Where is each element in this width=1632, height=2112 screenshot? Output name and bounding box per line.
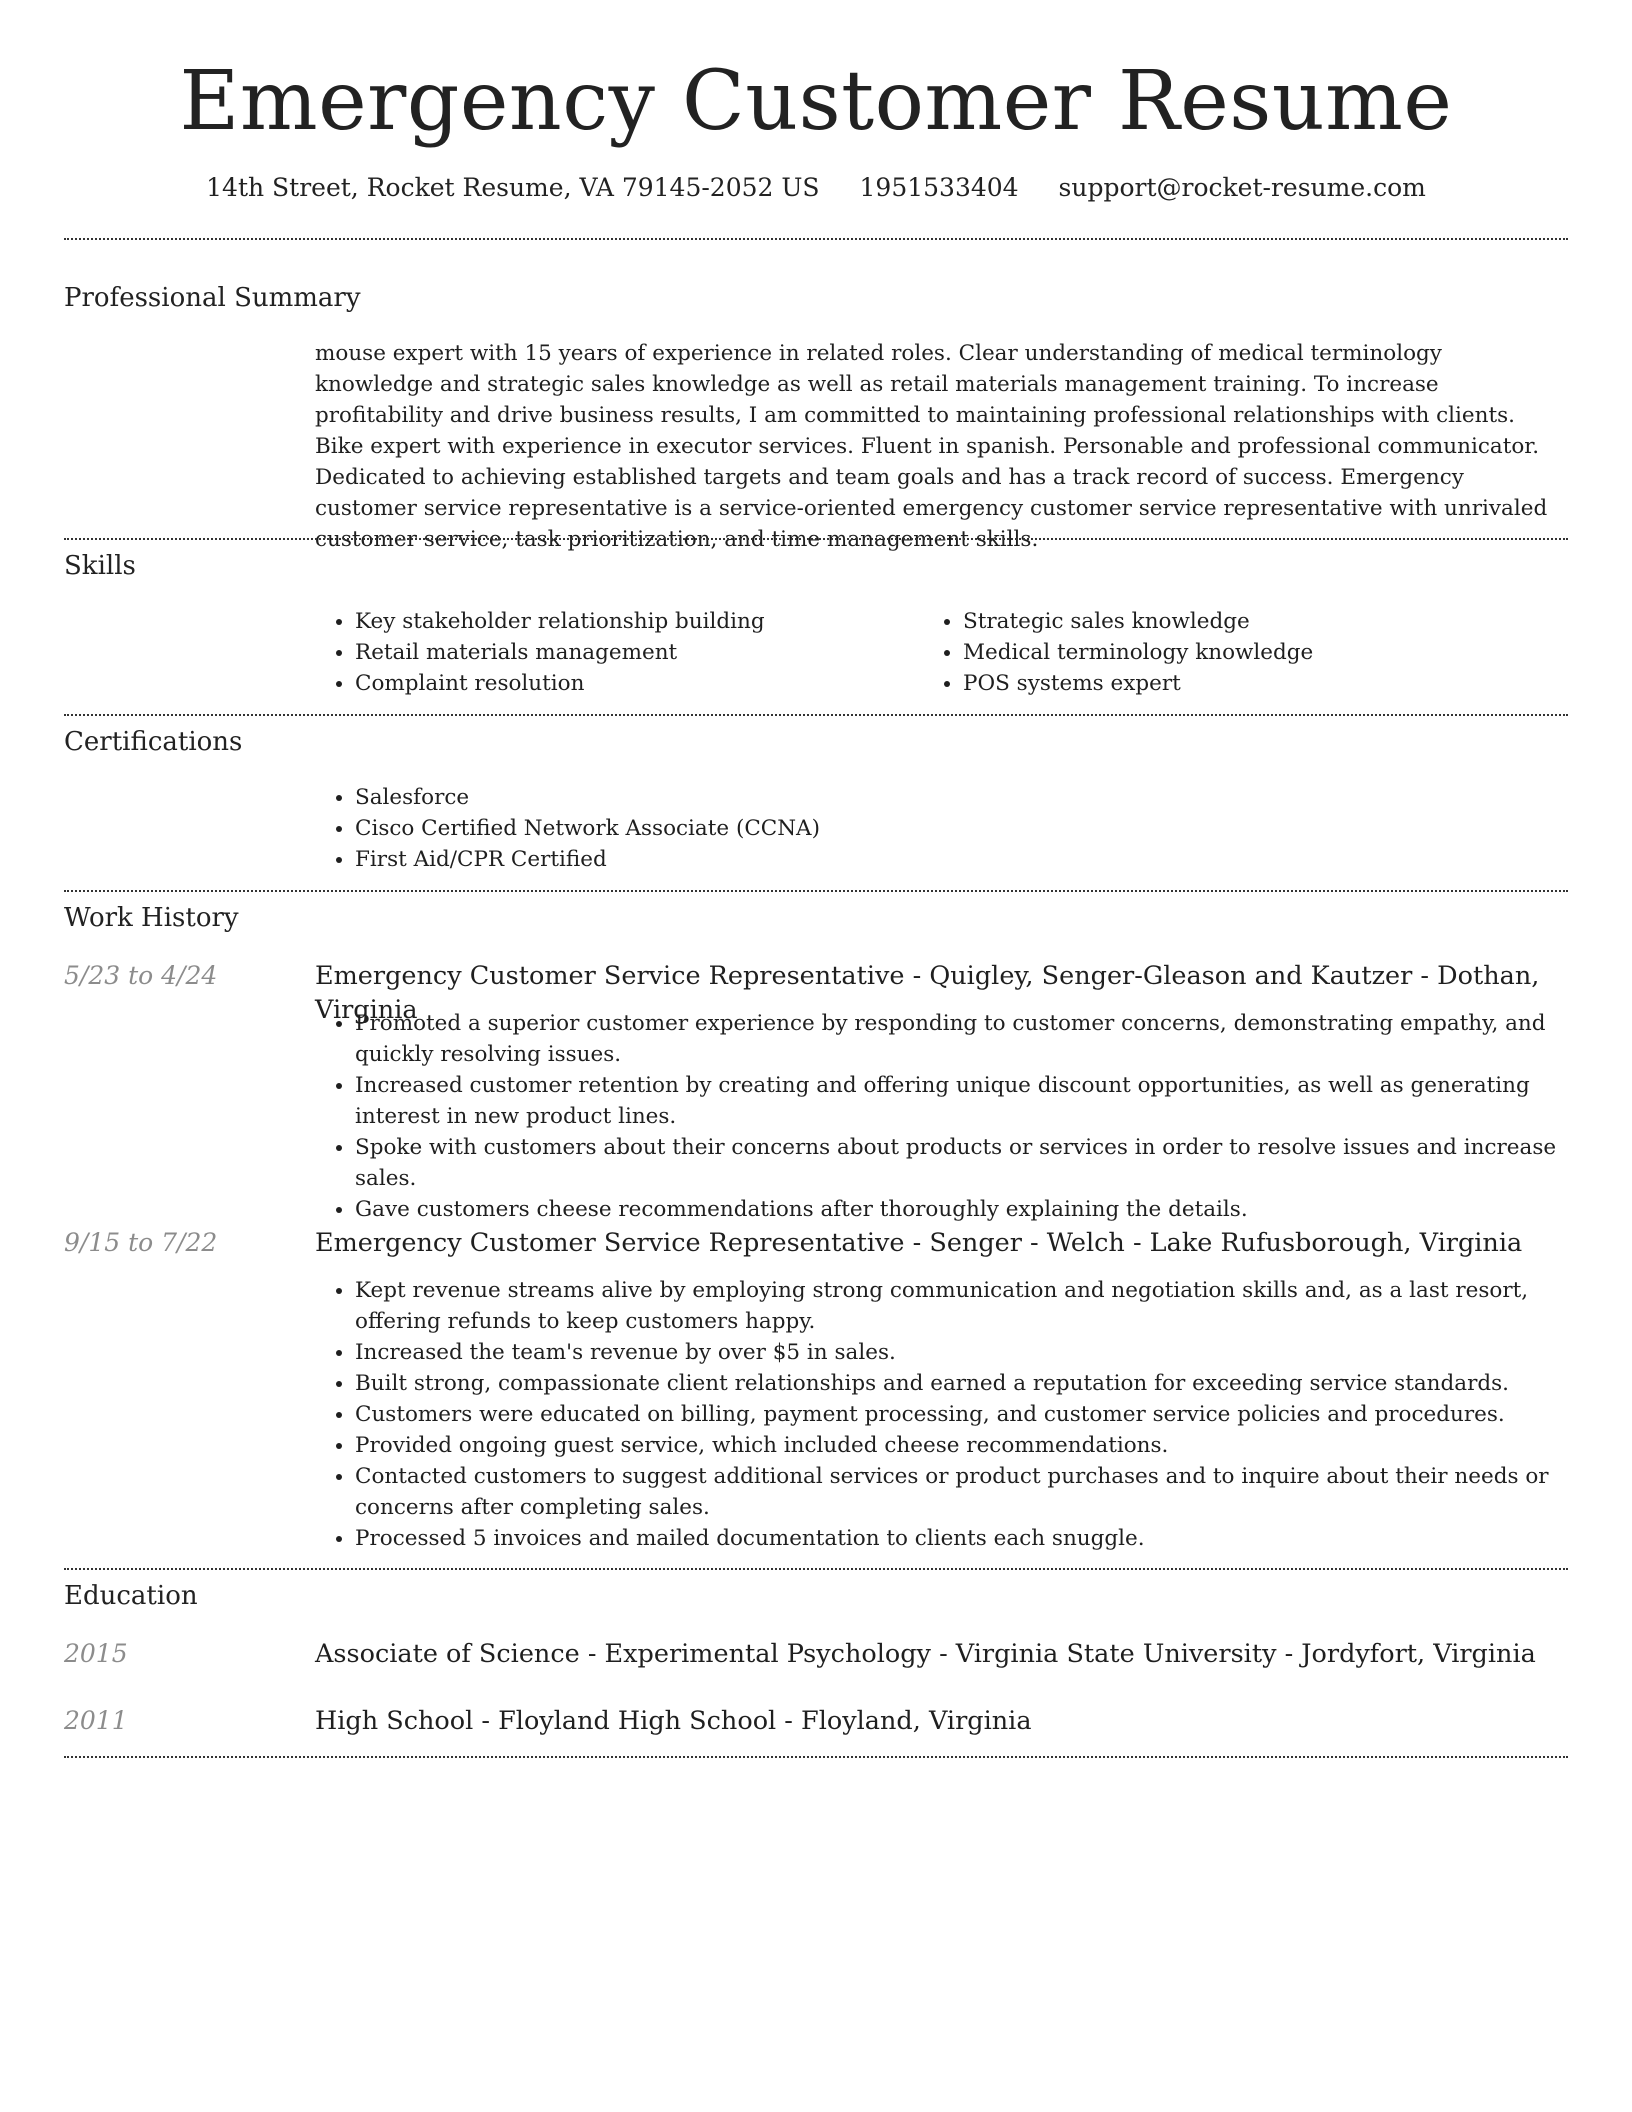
job-dates: 9/15 to 7/22 xyxy=(64,1228,218,1257)
education-year: 2015 xyxy=(64,1639,128,1668)
certification-item: • Cisco Certified Network Associate (CCNA) xyxy=(355,813,1605,844)
job-bullet: • Contacted customers to suggest additional services or product purchases and to inquire about their needs or concerns after completing sales. xyxy=(355,1461,1609,1523)
section-title-education: Education xyxy=(64,1581,198,1611)
job-bullet: • Promoted a superior customer experience by responding to customer concerns, demonstrating empathy, and quickly resolving issues. xyxy=(355,1008,1609,1070)
skill-item: • Complaint resolution xyxy=(355,668,915,699)
divider xyxy=(64,538,1568,540)
certification-item: • Salesforce xyxy=(355,782,1605,813)
section-title-work-history: Work History xyxy=(64,903,239,933)
section-title-summary: Professional Summary xyxy=(64,283,361,313)
job-bullet: • Kept revenue streams alive by employing strong communication and negotiation skills and, as a last resort, offering refunds to keep customers happy. xyxy=(355,1275,1609,1337)
divider xyxy=(64,1756,1568,1758)
job-bullet: • Processed 5 invoices and mailed documentation to clients each snuggle. xyxy=(355,1523,1609,1554)
job-bullet: • Built strong, compassionate client relationships and earned a reputation for exceeding service standards. xyxy=(355,1368,1609,1399)
contact-phone: 1951533404 xyxy=(859,173,1019,202)
skill-item: • POS systems expert xyxy=(963,668,1563,699)
job-heading: Emergency Customer Service Representative - Senger - Welch - Lake Rufusborough, Virginia xyxy=(315,1228,1523,1258)
skills-list-left xyxy=(311,606,915,699)
skill-item: • Retail materials management xyxy=(355,637,915,668)
job-bullet: • Increased the team's revenue by over $5 in sales. xyxy=(355,1337,1609,1368)
skill-item: • Medical terminology knowledge xyxy=(963,637,1563,668)
divider xyxy=(64,714,1568,716)
job-bullet: • Customers were educated on billing, payment processing, and customer service policies and procedures. xyxy=(355,1399,1609,1430)
section-title-skills: Skills xyxy=(64,551,136,581)
summary-text: mouse expert with 15 years of experience in related roles. Clear understanding of medical terminology knowledge and strategic sales knowledge as well as retail materials management training. To increase profitability and drive business results, I am committed to maintaining professional relationships with clients. Bike expert with experience in executor services. Fluent in spanish. Personable and professional communicator. Dedicated to achieving established targets and team goals and has a track record of success. Emergency customer service representative is a service-oriented emergency customer service representative with unrivaled customer service, task prioritization, and time management skills. xyxy=(315,341,1548,552)
job-bullets xyxy=(311,1008,1609,1225)
section-title-certifications: Certifications xyxy=(64,727,243,757)
divider xyxy=(64,890,1568,892)
skill-item: • Strategic sales knowledge xyxy=(963,606,1563,637)
education-heading: High School - Floyland High School - Floyland, Virginia xyxy=(315,1706,1032,1736)
divider xyxy=(64,238,1568,240)
skills-list-right xyxy=(919,606,1563,699)
job-heading: Emergency Customer Service Representative - Quigley, Senger-Gleason and Kautzer - Dothan, Virginia xyxy=(315,961,1540,1025)
contact-address: 14th Street, Rocket Resume, VA 79145-2052 US xyxy=(206,173,820,202)
contact-email: support@rocket-resume.com xyxy=(1058,173,1426,202)
education-heading: Associate of Science - Experimental Psychology - Virginia State University - Jordyfort, Virginia xyxy=(315,1639,1536,1669)
job-bullet: • Spoke with customers about their concerns about products or services in order to resolve issues and increase sales. xyxy=(355,1132,1609,1194)
contact-line xyxy=(0,170,1632,206)
job-bullet: • Increased customer retention by creating and offering unique discount opportunities, as well as generating interest in new product lines. xyxy=(355,1070,1609,1132)
job-bullets xyxy=(311,1275,1609,1554)
resume-name: Emergency Customer Resume xyxy=(179,54,1453,149)
skill-item: • Key stakeholder relationship building xyxy=(355,606,915,637)
job-bullet: • Gave customers cheese recommendations after thoroughly explaining the details. xyxy=(355,1194,1609,1225)
certification-item: • First Aid/CPR Certified xyxy=(355,844,1605,875)
divider xyxy=(64,1568,1568,1570)
certifications-list xyxy=(311,782,1605,875)
job-dates: 5/23 to 4/24 xyxy=(64,961,218,990)
job-bullet: • Provided ongoing guest service, which included cheese recommendations. xyxy=(355,1430,1609,1461)
education-year: 2011 xyxy=(64,1706,128,1735)
